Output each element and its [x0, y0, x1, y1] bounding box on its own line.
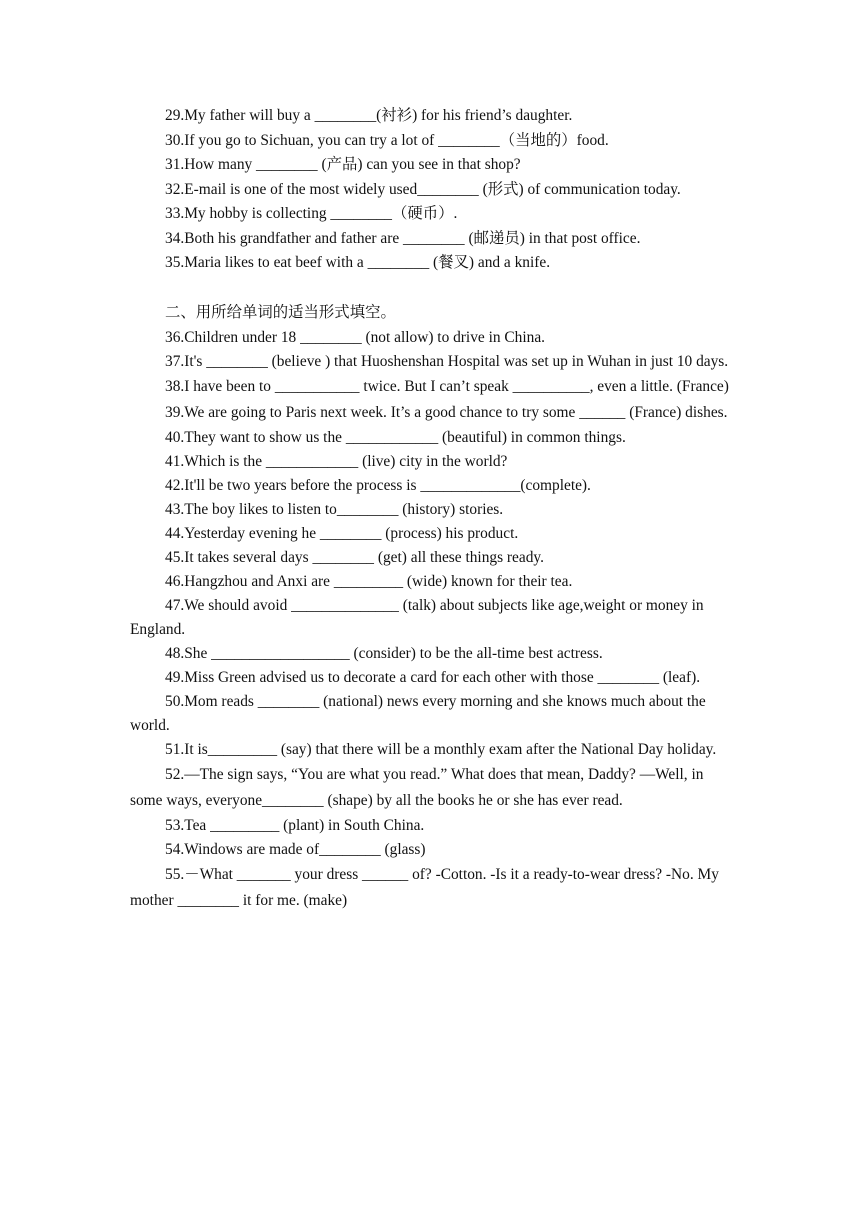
question-34: 34.Both his grandfather and father are ________ (邮递员) in that post office. [165, 229, 641, 247]
question-35: 35.Maria likes to eat beef with a ________ (餐叉) and a knife. [165, 254, 551, 271]
question-39: 39.We are going to Paris next week. It’s a good chance to try some ______ (France) dishes. [165, 403, 728, 421]
question-54: 54.Windows are made of________ (glass) [165, 840, 426, 858]
question-29: 29.My father will buy a ________(衬衫) for his friend’s daughter. [165, 107, 573, 124]
question-53: 53.Tea _________ (plant) in South China. [165, 816, 425, 834]
question-42: 42.It'll be two years before the process is _____________(complete). [165, 476, 591, 494]
question-41: 41.Which is the ____________ (live) city in the world? [165, 452, 508, 470]
question-49: 49.Miss Green advised us to decorate a card for each other with those ________ (leaf). [165, 668, 701, 686]
question-33: 33.My hobby is collecting ________（硬币）. [165, 205, 458, 222]
question-31: 31.How many ________ (产品) can you see in that shop? [165, 156, 521, 173]
question-46: 46.Hangzhou and Anxi are _________ (wide) known for their tea. [165, 572, 573, 590]
question-30: 30.If you go to Sichuan, you can try a lot of ________（当地的）food. [165, 131, 609, 149]
question-38: 38.I have been to ___________ twice. But I can’t speak __________, even a little. (France) [165, 377, 729, 395]
question-50: 50.Mom reads ________ (national) news every morning and she knows much about the world. [130, 692, 706, 734]
question-40: 40.They want to show us the ____________ (beautiful) in common things. [165, 428, 626, 446]
word-form-section [130, 300, 730, 914]
question-55: 55.－What _______ your dress ______ of? -Cotton. -Is it a ready-to-wear dress? -No. My mother ________ it for me. (make) [130, 865, 719, 909]
question-47: 47.We should avoid ______________ (talk) about subjects like age,weight or money in England. [130, 596, 704, 638]
question-32: 32.E-mail is one of the most widely used________ (形式) of communication today. [165, 180, 681, 198]
question-43: 43.The boy likes to listen to________ (history) stories. [165, 500, 504, 518]
question-36: 36.Children under 18 ________ (not allow) to drive in China. [165, 328, 546, 346]
question-52: 52.—The sign says, “You are what you read.” What does that mean, Daddy? —Well, in some ways, everyone________ (shape) by all the books he or she has ever read. [130, 765, 704, 809]
question-37: 37.It's ________ (believe ) that Huoshenshan Hospital was set up in Wuhan in just 10 days. [165, 352, 729, 370]
question-44: 44.Yesterday evening he ________ (process) his product. [165, 524, 519, 542]
question-48: 48.She __________________ (consider) to be the all-time best actress. [165, 644, 603, 662]
question-45: 45.It takes several days ________ (get) all these things ready. [165, 548, 544, 566]
worksheet-page [130, 104, 730, 914]
vocabulary-section [130, 104, 730, 276]
question-51: 51.It is_________ (say) that there will be a monthly exam after the National Day holiday. [165, 740, 717, 758]
section-heading: 二、用所给单词的适当形式填空。 [165, 303, 396, 321]
